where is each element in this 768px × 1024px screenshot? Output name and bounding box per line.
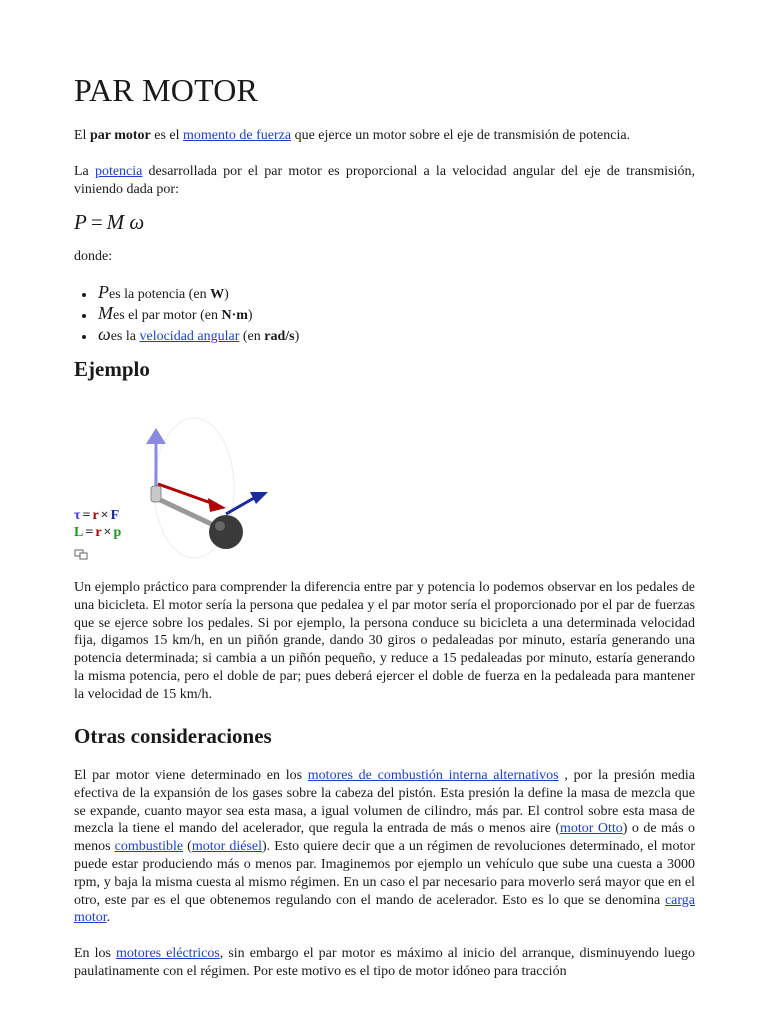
list-item: • Mes el par motor (en N·m) [96,304,299,325]
bold-term-par-motor: par motor [89,128,151,143]
definitions-list [74,283,299,346]
intro-paragraph-2: La potencia desarrollada por el par motor es proporcional a la velocidad angular del eje de transmisión, viniendo dada por: [74,164,695,197]
torque-diagram [74,398,274,564]
link-motores-combustion[interactable]: motores de combustión interna alternativos [307,768,559,783]
otras-paragraph-1: El par motor viene determinado en los motores de combustión interna alternativos , por la presión media efectiva de la expansión de los gases sobre la cabeza del pistón. Esta presión la define la masa de mezcla que se expande, cuanto mayor sea esta masa, a igual volumen de cilindro, más par. El control sobre esta masa de mezcla la tiene el mando del acelerador, que regula la entrada de más o menos aire (motor Otto) o de más o menos combustible (motor diésel). Esto quiere decir que a un régimen de revoluciones determinado, el motor puede estar produciendo más o menos par. Imaginemos por ejemplo un vehículo que sube una cuesta a 3000 rpm, y baja la misma cuesta al mismo régimen. En un caso el par necesario para moverlo será mayor que en el otro, este par es el que obtenemos regulando con el mando de acelerador. Esto es lo que se denomina carga motor. [74,768,695,926]
power-formula: P = M ω [74,210,145,234]
link-velocidad-angular[interactable]: velocidad angular [139,329,240,344]
intro-paragraph-1: El par motor es el momento de fuerza que ejerce un motor sobre el eje de transmisión de potencia. [74,128,631,143]
torque-arrowhead [146,428,166,444]
otras-paragraph-2: En los motores eléctricos, sin embargo el par motor es máximo al inicio del arranque, disminuyendo luego paulatinamente con el régimen. Por este motivo es el tipo de motor idóneo para tracción [74,946,695,979]
link-motor-otto[interactable]: motor Otto [560,821,623,837]
position-arrowhead [208,498,226,512]
section-heading-ejemplo: Ejemplo [74,357,150,381]
list-item: • ωes la velocidad angular (en rad/s) [96,325,299,346]
donde-label: donde: [74,249,113,264]
pivot [151,486,161,502]
section-heading-otras: Otras consideraciones [74,724,272,748]
mass-highlight [215,521,225,531]
tau-equation: τ = r × F [74,508,120,523]
link-momento-de-fuerza[interactable]: momento de fuerza [183,128,292,143]
link-combustible[interactable]: combustible [114,839,184,855]
l-equation: L = r × p [74,525,122,540]
enlarge-icon[interactable] [75,550,87,559]
force-vector [226,498,254,514]
list-item: • Pes la potencia (en W) [96,283,299,304]
link-motores-electricos[interactable]: motores eléctricos [116,946,220,961]
page-title: PAR MOTOR [74,72,259,108]
link-motor-diesel[interactable]: motor diésel [191,839,263,855]
mass-ball [209,515,243,549]
ejemplo-paragraph: Un ejemplo práctico para comprender la diferencia entre par y potencia lo podemos observar en los pedales de una bicicleta. El motor sería la persona que pedalea y el par motor sería el proporcionado por el par de fuerzas que se ejerce sobre los pedales. Si por ejemplo, la persona conduce su bicicleta a una determinada velocidad fija, digamos 15 km/h, en un piñón grande, dando 30 giros o pedaleadas por minuto, estaría generando una potencia determinada; si cambia a un piñón pequeño, y reduce a 15 pedaleadas por minuto, estaría generando la misma potencia, pero el doble de par; pues deberá ejercer el doble de fuerza en la pedaleada para mantener la velocidad de 15 km/h. [74,580,695,702]
link-potencia[interactable]: potencia [94,164,143,179]
link-carga-motor[interactable]: carga motor [74,892,695,926]
